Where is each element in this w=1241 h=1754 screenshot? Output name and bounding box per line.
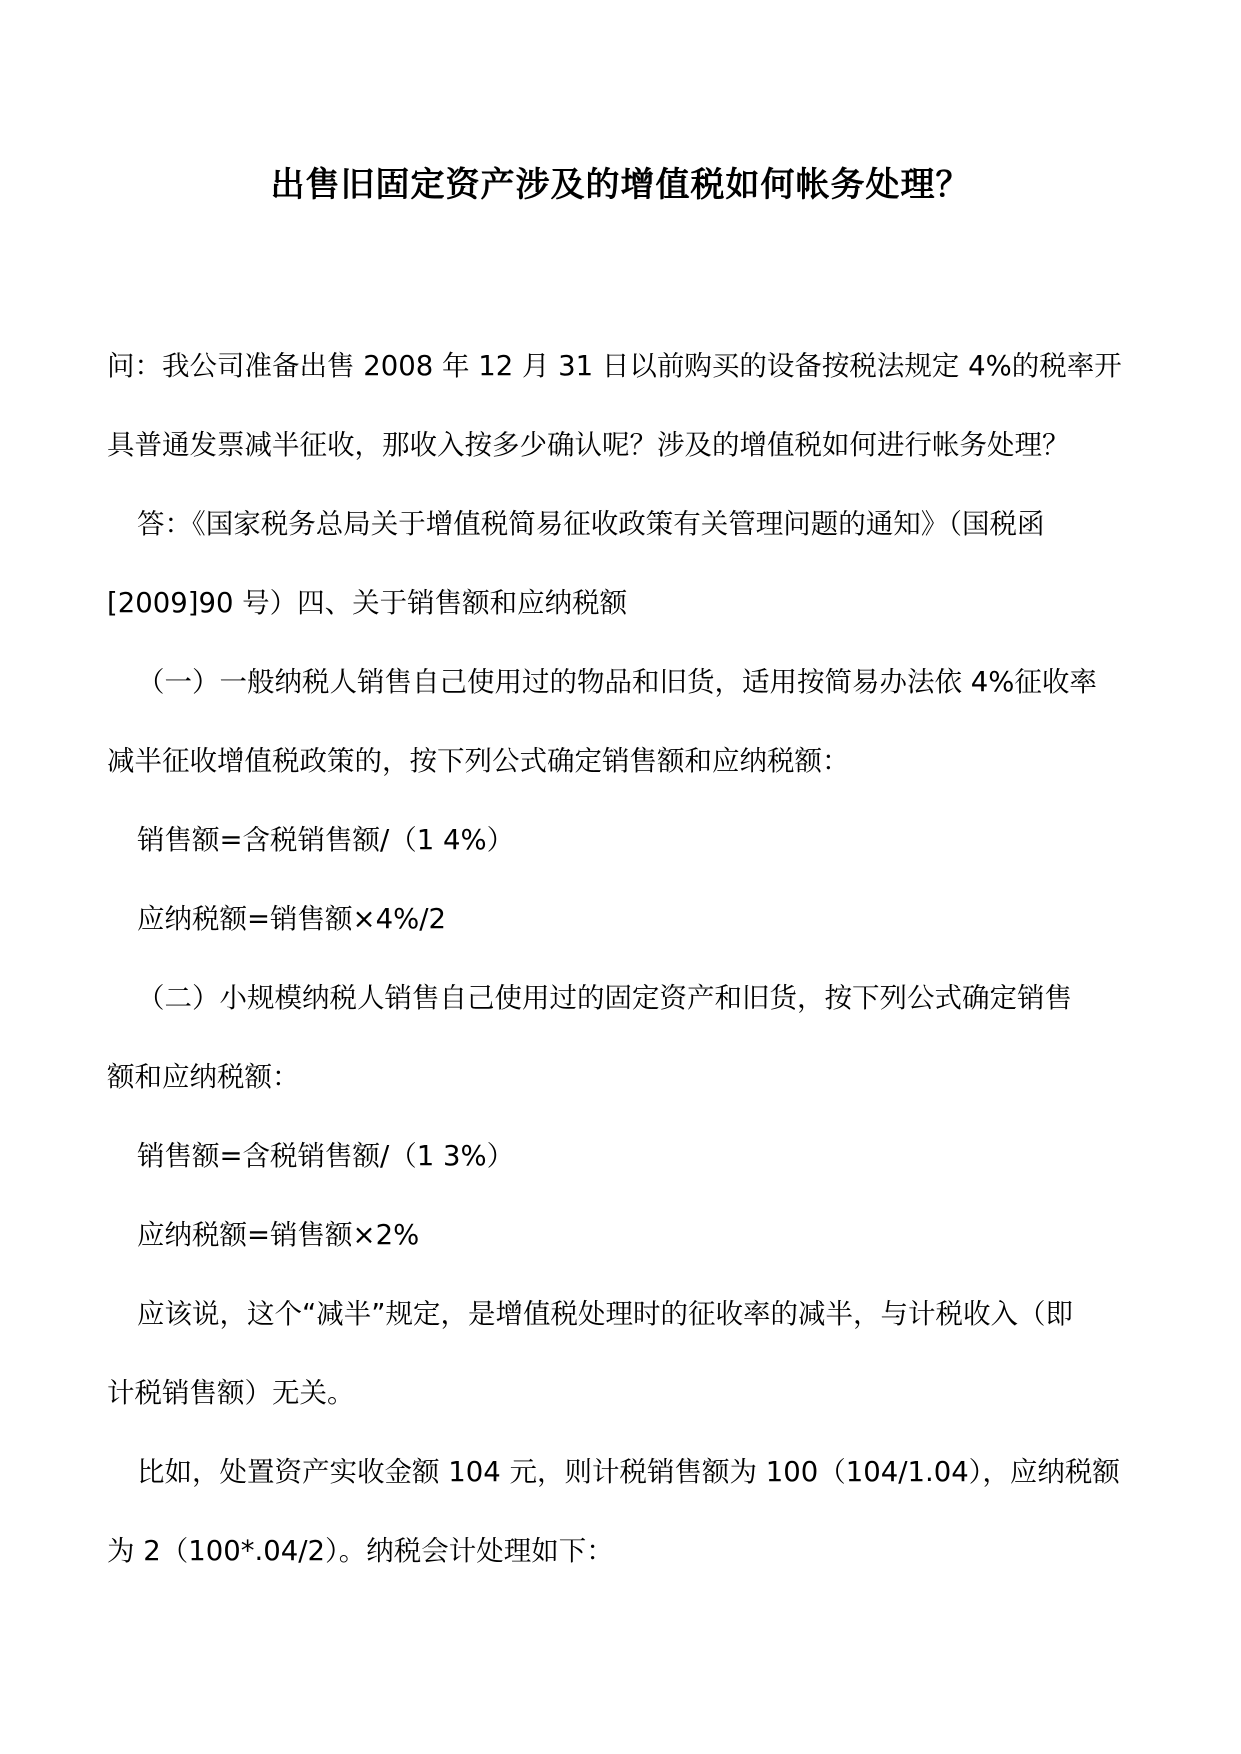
section-2-line-1: （二）小规模纳税人销售自己使用过的固定资产和旧货，按下列公式确定销售 [137, 982, 1072, 1014]
answer-line-1: 答：《国家税务总局关于增值税简易征收政策有关管理问题的通知》（国税函 [137, 508, 1045, 540]
question-line-1: 问：我公司准备出售 2008 年 12 月 31 日以前购买的设备按税法规定 4%的税率开 [107, 350, 1122, 382]
answer-line-2: [2009]90 号）四、关于销售额和应纳税额 [107, 587, 628, 619]
section-1-line-2: 减半征收增值税政策的，按下列公式确定销售额和应纳税额： [107, 745, 850, 777]
formula-tax-2: 应纳税额=销售额×2% [137, 1219, 420, 1251]
formula-tax-1: 应纳税额=销售额×4%/2 [137, 903, 446, 935]
example-line-1: 比如，处置资产实收金额 104 元，则计税销售额为 100（104/1.04），应纳税额 [137, 1456, 1120, 1488]
explanation-line-1: 应该说，这个“减半”规定，是增值税处理时的征收率的减半，与计税收入（即 [137, 1298, 1073, 1330]
section-2-line-2: 额和应纳税额： [107, 1061, 300, 1093]
formula-sales-2: 销售额=含税销售额/（1 3%） [137, 1140, 515, 1172]
example-line-2: 为 2（100*.04/2）。纳税会计处理如下： [107, 1535, 614, 1567]
explanation-line-2: 计税销售额）无关。 [107, 1377, 355, 1409]
question-line-2: 具普通发票减半征收，那收入按多少确认呢？涉及的增值税如何进行帐务处理？ [107, 429, 1070, 461]
document-title: 出售旧固定资产涉及的增值税如何帐务处理？ [270, 165, 971, 205]
section-1-line-1: （一）一般纳税人销售自己使用过的物品和旧货，适用按简易办法依 4%征收率 [137, 666, 1097, 698]
formula-sales-1: 销售额=含税销售额/（1 4%） [137, 824, 515, 856]
